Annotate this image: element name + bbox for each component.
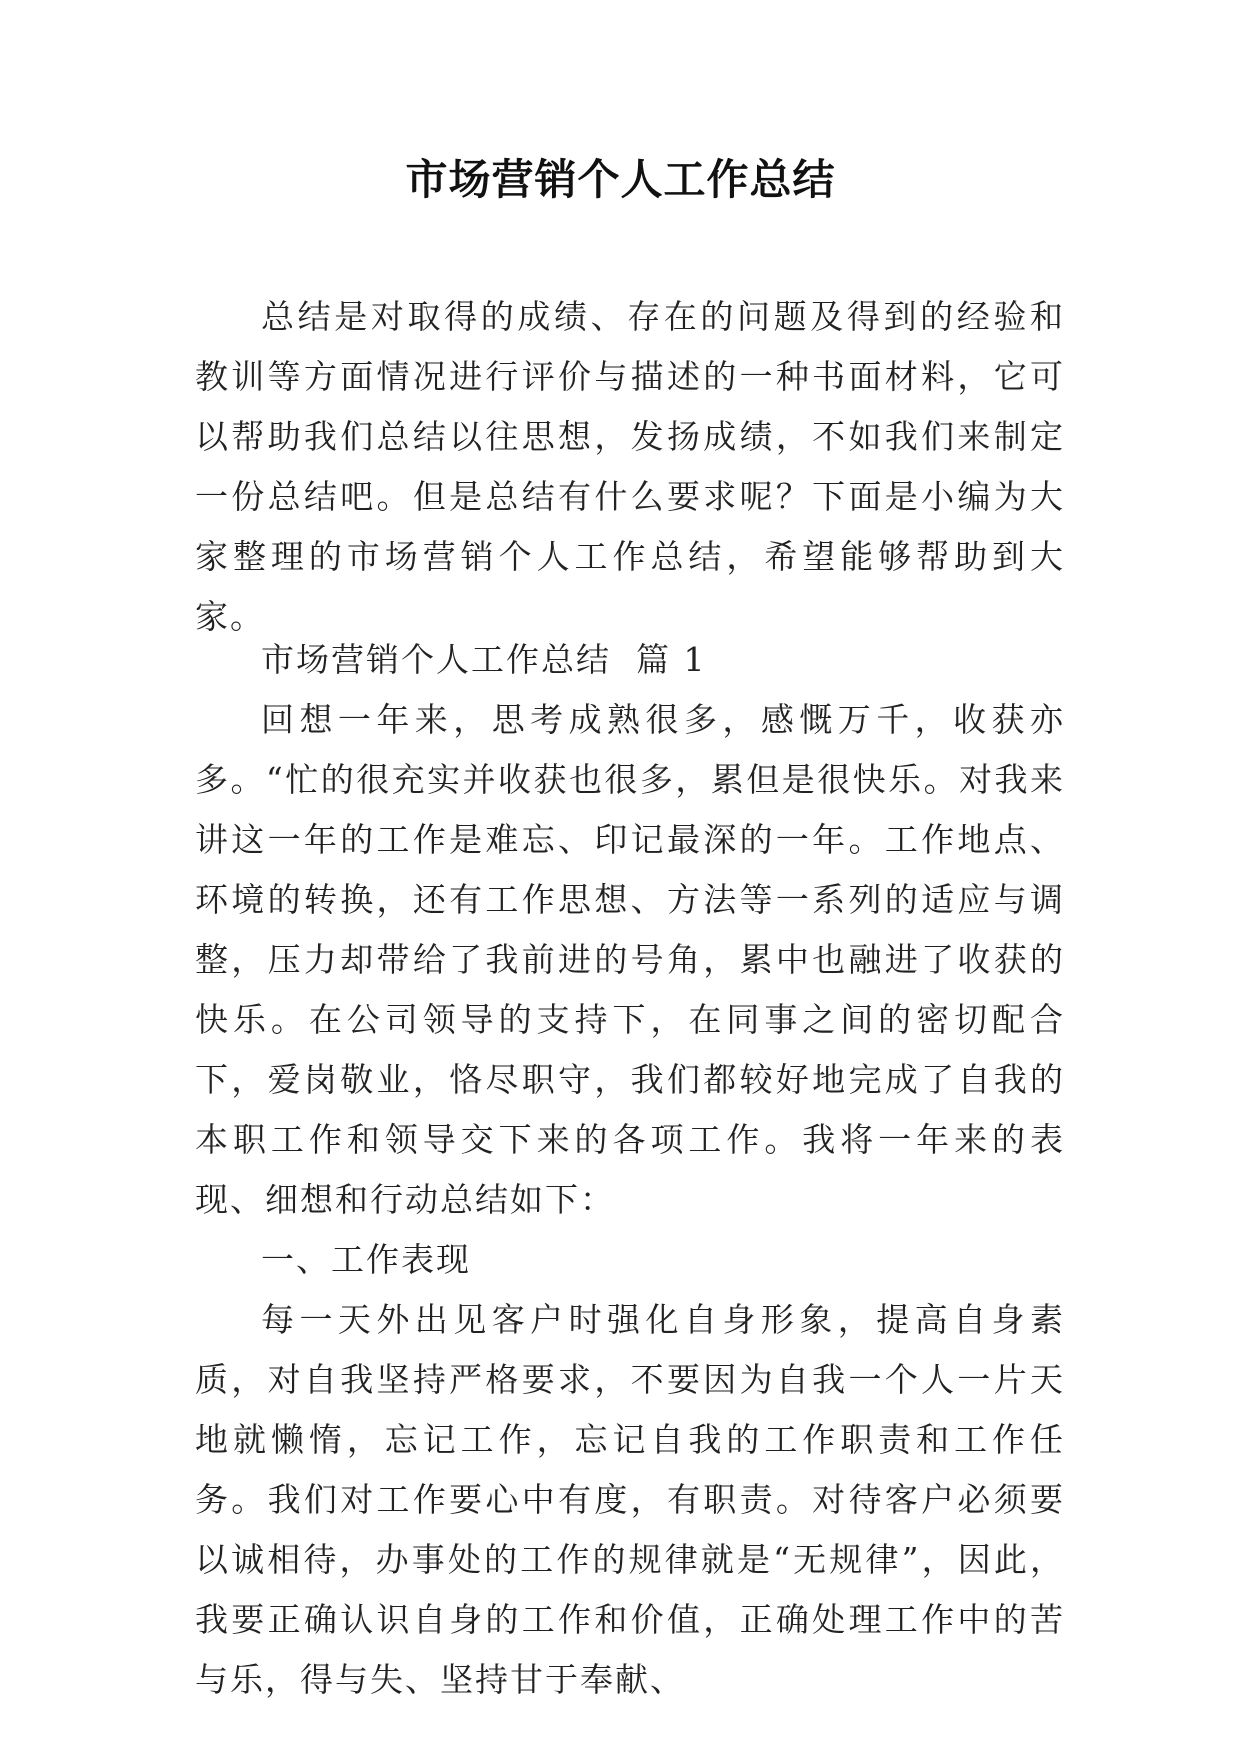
intro-block bbox=[195, 287, 1065, 647]
section-block bbox=[195, 630, 1065, 1710]
subheading: 一、工作表现 bbox=[261, 1240, 471, 1279]
section-heading: 市场营销个人工作总结 篇 1 bbox=[261, 640, 707, 679]
document-title: 市场营销个人工作总结 bbox=[405, 155, 836, 204]
intro-paragraph: 总结是对取得的成绩、存在的问题及得到的经验和教训等方面情况进行评价与描述的一种书面材料，它可以帮助我们总结以往思想，发扬成绩，不如我们来制定一份总结吧。但是总结有什么要求呢？下面是小编为大家整理的市场营销个人工作总结，希望能够帮助到大家。 bbox=[195, 297, 1065, 636]
body-paragraph: 回想一年来，思考成熟很多，感慨万千，收获亦多。“忙的很充实并收获也很多，累但是很快乐。对我来讲这一年的工作是难忘、印记最深的一年。工作地点、环境的转换，还有工作思想、方法等一系列的适应与调整，压力却带给了我前进的号角，累中也融进了收获的快乐。在公司领导的支持下，在同事之间的密切配合下，爱岗敬业，恪尽职守，我们都较好地完成了自我的本职工作和领导交下来的各项工作。我将一年来的表现、细想和行动总结如下： bbox=[195, 700, 1065, 1219]
body-paragraph: 每一天外出见客户时强化自身形象，提高自身素质，对自我坚持严格要求，不要因为自我一个人一片天地就懒惰，忘记工作，忘记自我的工作职责和工作任务。我们对工作要心中有度，有职责。对待客户必须要以诚相待，办事处的工作的规律就是“无规律”，因此，我要正确认识自身的工作和价值，正确处理工作中的苦与乐，得与失、坚持甘于奉献、 bbox=[195, 1300, 1065, 1699]
